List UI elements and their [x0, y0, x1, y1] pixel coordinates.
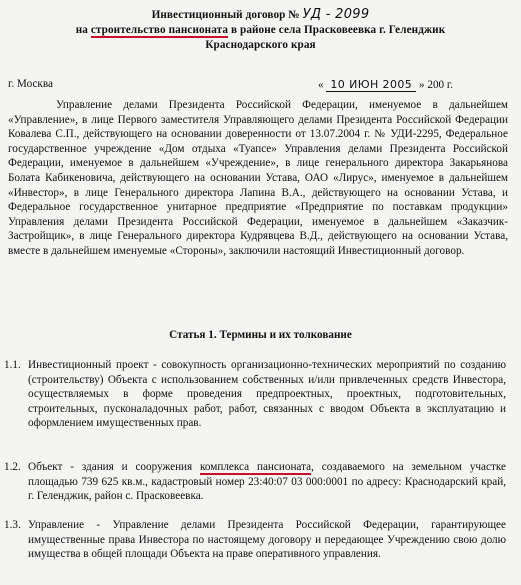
contract-title: Инвестиционный договор № — [151, 9, 303, 21]
header-line-2 — [0, 23, 521, 38]
date-open-quote: « — [318, 79, 324, 91]
date-stamp: 10 ИЮН 2005 — [326, 78, 416, 92]
article-title: Статья 1. Термины и их толкование — [169, 329, 352, 341]
clause-number: 1.3. — [4, 519, 21, 531]
clause-number: 1.1. — [4, 359, 21, 371]
clause-text-after: , создаваемого на земельном участке площадью 739 625 кв.м., кадастровый номер 23:40:07 03 000:0001 по адресу: Краснодарский край, г. Геленджик, район с. Прасковеевка. — [28, 461, 506, 503]
city-label: г. Москва — [8, 78, 53, 90]
header-line-2-prefix: на — [75, 24, 91, 36]
clause-text: Инвестиционный проект - совокупность организационно-технических мероприятий по созданию (строительству) Объекта с использованием собственных и/или привлеченных средств Инвестора, осуществляемых в форме проведения предпроектных, проектных, подготовительных, строительных, пусконаладочных работ, работ, связанных с вводом Объекта в эксплуатацию и оформлением имущественных прав. — [28, 359, 506, 430]
date-close-quote: » — [418, 79, 425, 91]
preamble-paragraph: Управление делами Президента Российской Федерации, именуемое в дальнейшем «Управление», в лице Первого заместителя Управляющего делами Президента Российской Федерации Ковалева С.П., действующего на основании доверенности от 13.07.2004 г. № УДИ-2295, Федеральное государственное учреждение «Дом отдыха «Туапсе» Управления делами Президента Российской Федерации, именуемое в дальнейшем «Учреждение», в лице генерального директора Закарьянова Болата Кабикеновича, действующего на основании Устава, ОАО «Лирус», именуемое в дальнейшем «Инвестор», в лице Генерального директора Лапина В.А., действующего на основании Устава, и Федеральное государственное унитарное предприятие «Предприятие по поставкам продукции» Управления делами Президента Российской Федерации, именуемое в дальнейшем «Заказчик-Застройщик», в лице Генерального директора Кудрявцева В.Д., действующего на основании Устава, вместе в дальнейшем именуемые «Стороны», заключили настоящий Инвестиционный договор. — [8, 99, 508, 257]
handwritten-contract-number: УД - 2099 — [302, 7, 370, 22]
clause-1-3 — [4, 518, 506, 562]
document-header — [0, 7, 521, 53]
clause-text: Управление - Управление делами Президента Российской Федерации, гарантирующее имущественные права Инвестора по настоящему договору и передающее Учреждению свою долю имущества в общей площади Объекта на праве оперативного управления. — [28, 519, 506, 561]
clause-1-1 — [4, 358, 506, 431]
clause-1-2 — [4, 460, 506, 504]
clause-text-before: Объект - здания и сооружения — [28, 461, 201, 473]
date-year-suffix: 200 — [427, 79, 445, 91]
header-line-2-suffix: в районе села Прасковеевка г. Геленджик — [228, 24, 446, 36]
header-line-3: Краснодарского края — [205, 39, 316, 51]
date-year-end: г. — [446, 79, 454, 91]
contract-date — [318, 78, 453, 92]
clause-number: 1.2. — [4, 461, 21, 473]
highlighted-subject: строительство пансионата — [90, 24, 229, 36]
header-line-1 — [0, 7, 521, 23]
highlighted-complex: комплекса пансионата — [200, 461, 312, 473]
